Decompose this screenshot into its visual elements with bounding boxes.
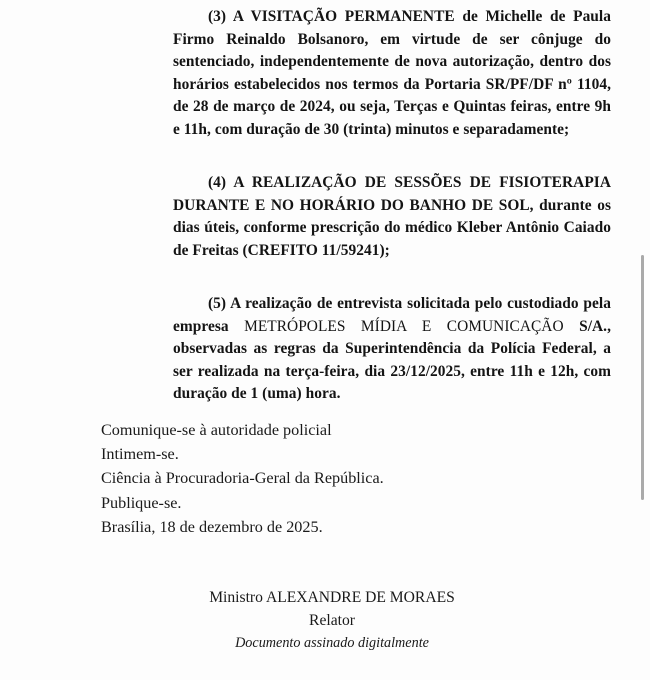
paragraph-3-text: de Michelle de Paula Firmo Reinaldo Bolsanoro, em virtude de ser cônjuge do sentenciado, independentemente de nova autorização, dentro dos horários estabelecidos nos termos da Portaria SR/PF/DF nº 1104, de 28 de março de 2024, ou seja, Terças e Quintas feiras, entre 9h e 11h, com duração de 30 (trinta) minutos e separadamente; [173,8,611,138]
paragraph-5-text-after: S/A., observadas as regras da Superintendência da Polícia Federal, a ser realizada na terça-feira, dia 23/12/2025, entre 11h e 12h, com duração de 1 (uma) hora. [173,317,611,402]
signature-block [182,586,482,654]
closing-line-date: Brasília, 18 de dezembro de 2025. [101,517,323,536]
closing-orders [101,418,384,539]
paragraph-5-company: METRÓPOLES MÍDIA E COMUNICAÇÃO [244,317,564,335]
paragraph-3 [173,6,611,141]
closing-line-pgr: Ciência à Procuradoria-Geral da República. [101,469,384,488]
signature-note: Documento assinado digitalmente [235,635,429,651]
paragraph-5-text-before: A realização de entrevista solicitada pelo custodiado pela empresa [173,295,611,335]
paragraph-3-number: (3) [208,8,227,25]
paragraph-5-number: (5) [208,295,227,312]
paragraph-4-number: (4) [208,174,227,191]
paragraph-4-text: durante os dias úteis, conforme prescrição do médico Kleber Antônio Caiado de Freitas (CREFITO 11/59241); [173,196,611,259]
closing-line-intimate: Intimem-se. [101,445,179,464]
scrollbar-thumb[interactable] [641,255,644,500]
paragraph-4-heading: A REALIZAÇÃO DE SESSÕES DE FISIOTERAPIA DURANTE E NO HORÁRIO DO BANHO DE SOL, [173,174,611,214]
paragraph-3-heading: A VISITAÇÃO PERMANENTE [232,8,455,25]
signature-role: Relator [309,612,355,629]
signature-name: Ministro ALEXANDRE DE MORAES [209,589,455,606]
vertical-scrollbar[interactable] [639,0,647,680]
closing-line-publish: Publique-se. [101,493,182,512]
closing-line-communicate: Comunique-se à autoridade policial [101,421,332,439]
paragraph-5 [173,293,611,406]
paragraph-4 [173,172,611,262]
